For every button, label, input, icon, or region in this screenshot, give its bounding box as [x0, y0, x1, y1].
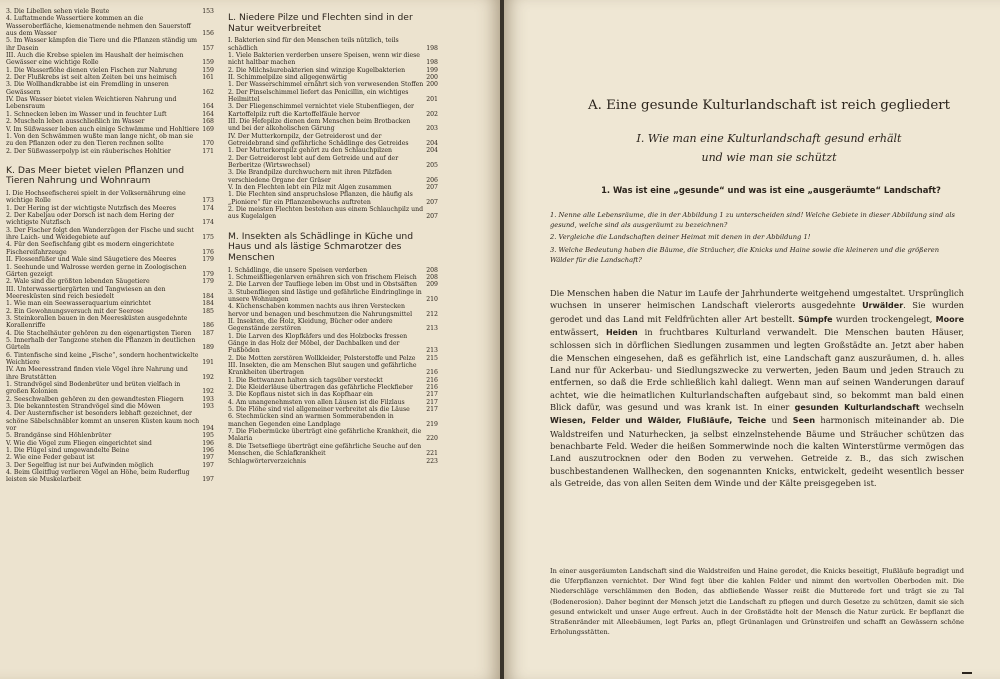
toc-entry	[6, 118, 214, 125]
toc-entry-page: 201	[426, 95, 438, 103]
toc-entry-title: 1. Viele Bakterien verderben unsere Speisen, wenn wir diese nicht haltbar machen	[228, 51, 420, 67]
chapter-title: A. Eine gesunde Kulturlandschaft ist reich gegliedert	[587, 98, 951, 113]
toc-entry-title: 5. Die Flöhe sind viel allgemeiner verbreitet als die Läuse	[228, 406, 410, 414]
task-item: 3. Welche Bedeutung haben die Bäume, die Sträucher, die Knicks und Haine sowie die kleineren und die größeren Wälder für die Landschaft?	[550, 246, 940, 264]
toc-entry-page: 207	[426, 184, 438, 192]
toc-spacer	[6, 155, 214, 161]
section-subtitle	[564, 129, 974, 167]
toc-entry-page: 175	[202, 234, 214, 242]
body-text: entwässert,	[550, 327, 606, 338]
subtitle-line-1: I. Wie man eine Kulturlandschaft gesund erhält	[636, 132, 902, 145]
toc-entry	[6, 241, 214, 256]
toc-entry-page: 179	[202, 278, 214, 286]
toc-spacer	[228, 221, 438, 227]
question-heading: 1. Was ist eine „gesunde“ und was ist eine „ausgeräumte“ Landschaft?	[601, 185, 941, 195]
toc-entry-page: 179	[202, 256, 214, 264]
toc-entry-title: IV. Das Wasser bietet vielen Weichtieren Nahrung und Lebensraum	[6, 96, 177, 111]
toc-entry-title: 2. Die Larven der Taufliege leben im Obst und in Obstsäften	[228, 281, 418, 289]
toc-entry	[6, 52, 214, 67]
toc-entry-page: 213	[426, 325, 438, 333]
toc-entry-title: 3. Der Fischer folgt den Wanderzügen der Fische und sucht ihre Laich- und Weidegebiete auf	[6, 226, 194, 242]
toc-entry-title: 2. Der Pinselschimmel liefert das Penicillin, ein wichtiges Heilmittel	[228, 88, 409, 103]
toc-entry-title: 4. Küchenschaben kommen nachts aus ihren Verstecken hervor und benagen und beschmutzen die Nahrungsmittel	[228, 303, 413, 318]
toc-entry-page: 162	[202, 88, 214, 96]
toc-entry-page: 174	[202, 219, 214, 227]
toc-entry-page: 192	[202, 373, 214, 381]
toc-entry	[228, 191, 438, 206]
toc-entry	[6, 278, 214, 285]
toc-entry	[6, 148, 214, 155]
bold-term: Heiden	[605, 328, 638, 338]
toc-entry	[6, 352, 214, 367]
toc-entry-page: 157	[202, 44, 214, 52]
toc-entry	[6, 74, 214, 81]
toc-entry-title: 4. Der Austernfischer ist besonders lebhaft gezeichnet, der schöne Säbelschnäbler kommt an unseren Küsten kaum noch vor	[6, 410, 200, 433]
toc-entry-title: 1. Die Bettwanzen halten sich tagsüber versteckt	[228, 376, 383, 384]
toc-entry-title: I. Schädlinge, die unsere Speisen verderben	[228, 266, 368, 274]
toc-entry	[228, 274, 438, 281]
toc-entry-page: 193	[202, 403, 214, 411]
toc-entry-page: 196	[202, 447, 214, 455]
toc-entry	[6, 81, 214, 96]
toc-entry-page: 196	[202, 439, 214, 447]
toc-entry	[228, 281, 438, 288]
toc-entry-page: 217	[426, 398, 438, 406]
toc-entry-page: 197	[202, 454, 214, 462]
toc-entry-title: II. Insekten, die Holz, Kleidung, Bücher oder andere Gegenstände zerstören	[228, 317, 393, 333]
toc-entry-page: 164	[202, 103, 214, 111]
toc-entry-page: 208	[426, 266, 438, 274]
toc-entry-page: 217	[426, 391, 438, 399]
toc-entry-title: 2. Wie eine Feder gebaut ist	[6, 454, 95, 462]
toc-entry	[228, 399, 438, 406]
toc-entry	[228, 67, 438, 74]
toc-entry-title: 2. Ein Gewohnungsversuch mit der Seerose	[6, 307, 144, 315]
toc-entry-page: 189	[202, 344, 214, 352]
toc-entry	[6, 308, 214, 315]
body-text: Die Menschen haben die Natur im Laufe der Jahrhunderte weitgehend umgestaltet. Ursprünglich wuchsen in unserer heimischen Landschaft vielerorts ausgedehnte	[550, 288, 964, 311]
toc-entry-title: 1. Von den Schwämmen wußte man lange nicht, ob man sie zu den Pflanzen oder zu den Tieren rechnen sollte	[6, 132, 194, 148]
toc-entry-title: 3. Die Wollhandkrabbe ist ein Fremdling in unseren Gewässern	[6, 81, 169, 96]
toc-entry-title: 2. Die Milchsäurebakterien sind winzige Kugelbakterien	[228, 66, 406, 74]
toc-entry-title: 1. Die Flügel sind umgewandelte Beine	[6, 447, 130, 455]
toc-entry-page: 185	[202, 307, 214, 315]
toc-entry	[6, 190, 214, 205]
toc-entry-page: 197	[202, 476, 214, 484]
toc-entry-page: 198	[426, 44, 438, 52]
toc-entry-title: III. Insekten, die am Menschen Blut saugen und gefährliche Krankheiten übertragen	[228, 362, 417, 377]
toc-entry	[228, 37, 438, 52]
toc-entry	[228, 384, 438, 391]
toc-entry-page: 215	[426, 354, 438, 362]
toc-entry	[228, 413, 438, 428]
toc-entry	[6, 432, 214, 439]
toc-entry-page: 198	[426, 59, 438, 67]
toc-entry	[228, 458, 438, 465]
main-paragraph	[550, 287, 964, 490]
toc-entry-page: 194	[202, 425, 214, 433]
toc-entry-page: 192	[202, 388, 214, 396]
toc-entry	[6, 469, 214, 484]
toc-entry	[6, 96, 214, 111]
body-text: . Sie wurden gerodet und das Land mit Feldfrüchten aller Art bestellt.	[550, 300, 965, 324]
toc-entry-page: 206	[426, 176, 438, 184]
toc-entry	[6, 366, 214, 381]
toc-entry	[228, 377, 438, 384]
toc-entry-title: 1. Der Mutterkornpilz gehört zu den Schlauchpilzen	[228, 147, 393, 155]
task-list	[550, 211, 964, 269]
toc-entry-page: 153	[202, 8, 214, 15]
toc-section-heading: M. Insekten als Schädlinge in Küche und Haus und als lästige Schmarotzer des Menschen	[228, 230, 414, 263]
toc-entry-page: 216	[426, 369, 438, 377]
toc-entry-page: 170	[202, 140, 214, 148]
toc-entry	[6, 396, 214, 403]
toc-entry-page: 193	[202, 395, 214, 403]
toc-entry-title: 7. Die Fiebermücke überträgt eine gefährliche Krankheit, die Malaria	[228, 428, 422, 443]
toc-entry-page: 205	[426, 162, 438, 170]
toc-entry	[6, 227, 214, 242]
toc-entry-page: 179	[202, 270, 214, 278]
toc-entry-page: 203	[426, 125, 438, 133]
toc-entry	[228, 391, 438, 398]
toc-entry-title: 6. Tintenfische sind keine „Fische“, sondern hochentwickelte Weichtiere	[6, 351, 199, 366]
body-text: und	[766, 415, 793, 426]
toc-entry	[6, 447, 214, 454]
bold-term: Sümpfe	[798, 314, 833, 324]
toc-entry-title: 1. Wie man ein Seewasseraquarium einrichtet	[6, 300, 152, 308]
toc-entry-title: 2. Der Flußkrebs ist seit alten Zeiten bei uns heimisch	[6, 74, 177, 82]
toc-entry-title: 1. Die Wasserflöhe dienen vielen Fischen zur Nahrung	[6, 66, 177, 74]
toc-entry-title: 1. Die Flechten sind anspruchslose Pflanzen, die häufig als „Pioniere“ für ein Pflanzenbewuchs auftreten	[228, 191, 413, 206]
toc-entry	[228, 206, 438, 221]
toc-entry-page: 207	[426, 198, 438, 206]
toc-entry	[6, 286, 214, 301]
toc-entry-page: 220	[426, 435, 438, 443]
toc-entry-title: 4. Für den Seefischfang gibt es modern eingerichtete Fischereifahrzeuge	[6, 241, 175, 256]
toc-entry-page: 186	[202, 322, 214, 330]
bold-term: gesunden Kulturlandschaft	[794, 403, 920, 413]
toc-entry-page: 200	[426, 81, 438, 89]
toc-entry-title: II. Schimmelpilze sind allgegenwärtig	[228, 73, 347, 81]
toc-entry-title: 4. Die Stachelhäuter gehören zu den eigenartigsten Tieren	[6, 329, 192, 337]
toc-entry	[228, 81, 438, 88]
toc-entry-title: 1. Der Wasserschimmel ernährt sich von verwesenden Stoffen	[228, 81, 424, 89]
toc-entry-title: 3. Der Fliegenschimmel vernichtet viele Stubenfliegen, der Kartoffelpilz ruft die Kartoffelfäule hervor	[228, 103, 414, 118]
toc-entry-title: 2. Der Getreiderost lebt auf dem Getreide und auf der Berberitze (Wirtswechsel)	[228, 154, 399, 170]
toc-entry-title: 4. Beim Gleitflug verlieren Vögel an Höhe, beim Ruderflug leisten sie Muskelarbeit	[6, 469, 190, 484]
toc-entry-page: 209	[426, 281, 438, 289]
toc-entry	[228, 133, 438, 148]
toc-entry	[6, 462, 214, 469]
toc-entry-page: 208	[426, 273, 438, 281]
toc-entry	[6, 381, 214, 396]
toc-entry-title: 2. Die Kleiderläuse übertragen das gefährliche Fleckfieber	[228, 384, 413, 392]
toc-entry-page: 210	[426, 295, 438, 303]
toc-entry	[6, 264, 214, 279]
toc-entry	[228, 169, 438, 184]
toc-entry-title: 1. Seehunde und Walrosse werden gerne in Zoologischen Gärten gezeigt	[6, 263, 187, 278]
toc-column-1	[6, 8, 214, 484]
toc-entry	[6, 315, 214, 330]
toc-entry	[228, 355, 438, 362]
toc-entry-page: 159	[202, 59, 214, 67]
toc-entry	[6, 212, 214, 227]
toc-entry-page: 168	[202, 118, 214, 126]
toc-entry-page: 171	[202, 147, 214, 155]
toc-entry-page: 164	[202, 110, 214, 118]
bold-term: Seen	[792, 416, 816, 426]
toc-entry	[228, 289, 438, 304]
task-item: 2. Vergleiche die Landschaften deiner Heimat mit denen in der Abbildung 1!	[550, 233, 811, 242]
toc-entry-title: 8. Die Tsetsefliege überträgt eine gefährliche Seuche auf den Menschen, die Schlafkrankheit	[228, 442, 422, 458]
toc-section-heading: L. Niedere Pilze und Flechten sind in der Natur weitverbreitet	[228, 12, 413, 34]
toc-entry-page: 202	[426, 110, 438, 118]
body-text: wechseln	[919, 402, 964, 413]
toc-entry	[6, 205, 214, 212]
toc-entry-title: 2. Der Kabeljau oder Dorsch ist nach dem Hering der wichtigste Nutzfisch	[6, 212, 175, 227]
toc-entry	[6, 330, 214, 337]
toc-entry	[6, 440, 214, 447]
subtitle-line-2: und wie man sie schützt	[701, 151, 837, 164]
toc-entry	[6, 126, 214, 133]
toc-entry-page: 223	[426, 457, 438, 465]
toc-entry	[228, 318, 438, 333]
toc-entry	[228, 333, 438, 355]
toc-entry-title: 1. Die Larven des Klopfkäfers und des Holzbocks fressen Gänge in das Holz der Möbel, der Dachbalken und der Fußböden	[228, 332, 408, 355]
toc-entry-page: 187	[202, 329, 214, 337]
toc-entry-page: 156	[202, 30, 214, 38]
toc-entry	[228, 267, 438, 274]
toc-entry-page: 213	[426, 347, 438, 355]
toc-entry	[6, 67, 214, 74]
toc-entry	[228, 406, 438, 413]
toc-entry-page: 207	[426, 213, 438, 221]
toc-entry	[6, 111, 214, 118]
bold-term: Moore	[935, 314, 964, 324]
toc-entry-title: 1. Schnecken leben im Wasser und in feuchter Luft	[6, 110, 167, 118]
toc-entry	[6, 8, 214, 15]
toc-entry-title: 1. Strandvögel sind Bodenbrüter und brüten vielfach in großen Kolonien	[6, 381, 181, 396]
toc-entry-page: 191	[202, 358, 214, 366]
toc-entry	[6, 15, 214, 37]
toc-entry-title: 1. Schmeißfliegenlarven ernähren sich von frischem Fleisch	[228, 273, 417, 281]
toc-entry-title: 3. Die Kopflaus nistet sich in das Kopfhaar ein	[228, 391, 373, 399]
bold-term: Urwälder	[862, 301, 904, 311]
toc-entry-title: III. Unterwassertiergärten und Tangwiesen an den Meeresküsten sind reich besiedelt	[6, 285, 166, 300]
body-text: harmonisch miteinander ab. Die Waldstreifen und Naturhecken, ja selbst einzelnstehende Bäume und Sträucher schützen das benachbarte Feld. Weder die heißen Sommerwinde noch die kalten Winterstürme vermögen das Land auszutrocknen oder den Boden zu verwehen. Getreide z. B., das sich zwischen buschbestandenen Wallhecken, den sogenannten Knicks, entwickelt, gedeiht wesentlich besser als Getreide, das von allen Seiten dem Winde und der Kälte preisgegeben ist.	[550, 415, 964, 489]
toc-entry-title: 3. Stubenfliegen sind lästige und gefährliche Eindringlinge in unsere Wohnungen	[228, 288, 422, 303]
toc-entry	[228, 103, 438, 118]
toc-entry	[6, 403, 214, 410]
toc-entry-title: 1. Der Hering ist der wichtigste Nutzfisch des Meeres	[6, 204, 177, 212]
toc-entry	[6, 300, 214, 307]
body-text: wurden trockengelegt,	[832, 313, 936, 324]
toc-entry-page: 174	[202, 204, 214, 212]
toc-entry-title: 2. Die Motten zerstören Wollkleider, Polsterstoffe und Pelze	[228, 354, 416, 362]
toc-entry-title: IV. Am Meeresstrand finden viele Vögel ihre Nahrung und ihre Brutstätten	[6, 366, 188, 381]
toc-entry-title: 5. Innerhalb der Tangzone stehen die Pflanzen in deutlichen Gürteln	[6, 336, 196, 352]
toc-entry-page: 200	[426, 73, 438, 81]
toc-entry	[6, 410, 214, 432]
right-page	[504, 0, 1000, 679]
toc-entry-title: 2. Der Süßwasserpolyp ist ein räuberisches Hohltier	[6, 147, 171, 155]
toc-entry	[6, 256, 214, 263]
toc-entry-title: 6. Stechmücken sind an warmen Sommerabenden in manchen Gegenden eine Landplage	[228, 413, 394, 428]
toc-section-heading: K. Das Meer bietet vielen Pflanzen und Tieren Nahrung und Wohnraum	[6, 164, 185, 187]
toc-entry-title: 2. Muscheln leben ausschließlich im Wasser	[6, 118, 145, 126]
toc-entry-page: 199	[426, 66, 438, 74]
toc-entry-title: 5. Brandgänse sind Höhlenbrüter	[6, 432, 112, 440]
toc-entry	[228, 89, 438, 104]
toc-entry-title: V. Im Süßwasser leben auch einige Schwämme und Hohltiere	[6, 125, 200, 133]
toc-entry-title: V. In den Flechten lebt ein Pilz mit Algen zusammen	[228, 184, 392, 192]
toc-entry	[228, 303, 438, 318]
toc-entry-page: 204	[426, 147, 438, 155]
toc-entry-title: I. Die Hochseefischerei spielt in der Volksernährung eine wichtige Rolle	[6, 190, 186, 205]
toc-entry-title: 3. Steinkorallen bauen in den Meeresküsten ausgedehnte Korallenriffe	[6, 314, 188, 330]
toc-entry	[228, 428, 438, 443]
toc-entry-page: 184	[202, 300, 214, 308]
toc-entry-page: 173	[202, 197, 214, 205]
toc-entry-title: 3. Die Brandpilze durchwuchern mit ihren Pilzfäden verschiedene Organe der Gräser	[228, 169, 392, 184]
task-item: 1. Nenne alle Lebensräume, die in der Abbildung 1 zu unterscheiden sind! Welche Gebiete in dieser Abbildung sind als gesund, welche sind als ausgeräumt zu bezeichnen?	[550, 211, 955, 229]
toc-entry-page: 217	[426, 406, 438, 414]
toc-entry-page: 161	[202, 74, 214, 82]
toc-entry	[6, 454, 214, 461]
toc-entry-title: 4. Am unangenehmsten von allen Läusen ist die Filzlaus	[228, 398, 405, 406]
toc-entry	[228, 443, 438, 458]
toc-entry-page: 176	[202, 248, 214, 256]
toc-entry-title: 3. Die bekanntesten Strandvögel sind die Möwen	[6, 403, 161, 411]
toc-entry	[228, 74, 438, 81]
toc-entry-title: IV. Der Mutterkornpilz, der Getreiderost und der Getreidebrand sind gefährliche Schädlinge des Getreides	[228, 132, 409, 147]
toc-entry-page: 216	[426, 376, 438, 384]
bold-term: Wiesen, Felder und Wälder, Flußläufe, Teiche	[550, 416, 767, 426]
toc-entry-title: Schlagwörterverzeichnis	[228, 457, 307, 465]
toc-entry-title: III. Die Hefepilze dienen dem Menschen beim Brotbacken und bei der alkoholischen Gärung	[228, 117, 411, 133]
toc-entry-page: 169	[202, 125, 214, 133]
toc-entry	[228, 362, 438, 377]
toc-entry-title: 3. Die Libellen sehen viele Beute	[6, 8, 110, 15]
page-mark	[962, 672, 972, 674]
toc-entry-title: 2. Wale sind die größten lebenden Säugetiere	[6, 278, 150, 286]
toc-entry	[228, 118, 438, 133]
toc-column-2	[228, 8, 438, 465]
toc-entry	[228, 155, 438, 170]
small-paragraph: In einer ausgeräumten Landschaft sind die Waldstreifen und Haine gerodet, die Knicks beseitigt, Flußläufe begradigt und die Uferpflanzen vernichtet. Der Wind fegt über die kahlen Felder und nimmt den wertvollen Oberboden mit. Die Niederschläge verschlämmen den Boden, das abfließende Wasser reißt die Mutterede fort und trägt sie zu Tal (Bodenerosion). Daher beginnt der Mensch jetzt die Landschaft zu pflegen und durch Gesetze zu schützen, damit sie sich gesund entwickelt und unser Auge erfreut. Auch in der Großstädte holt der Mensch die Natur zurück. Er bepflanzt die Straßenränder mit Alleebäumen, legt Parks an, pflegt Grünanlagen und Grünstreifen und schafft an Gewässern schöne Erholungsstätten.	[550, 567, 964, 637]
toc-entry	[6, 37, 214, 52]
toc-entry-page: 197	[202, 461, 214, 469]
toc-entry-title: V. Wie die Vögel zum Fliegen eingerichtet sind	[6, 439, 152, 447]
toc-entry-title: III. Auch die Krebse spielen im Haushalt der heimischen Gewässer eine wichtige Rolle	[6, 52, 184, 67]
toc-entry-title: 2. Seeschwalben gehören zu den gewandtesten Fliegern	[6, 395, 184, 403]
toc-entry-title: 4. Luftatmende Wassertiere kommen an die Wasseroberfläche, kiemenatmende nehmen den Sauerstoff aus dem Wasser	[6, 15, 191, 38]
toc-entry-title: II. Flossenfüßer und Wale sind Säugetiere des Meeres	[6, 256, 177, 264]
toc-entry-page: 212	[426, 310, 438, 318]
toc-entry	[228, 184, 438, 191]
body-text: in fruchtbares Kulturland verwandelt. Die Menschen bauten Häuser, schlossen sich in dörflichen Siedlungen zusammen und legten Großstädte an. Jetzt aber haben die Menschen eingesehen, daß es gefährlich ist, eine Landschaft ganz auszuräumen, d. h. alles Land nur für Ackerbau- und Siedlungszwecke zu verwerten, jeden Baum und jeden Strauch zu entfernen, so daß die Erde schließlich kahl daliegt. Wenn man auf seinen Wanderungen darauf achtet, wie die heimatlichen Kulturlandschaften aufgebaut sind, so bekommt man bald einen Blick dafür, was gesund und was krank ist. In einer	[550, 327, 964, 413]
toc-entry-title: 5. Im Wasser kämpfen die Tiere und die Pflanzen ständig um ihr Dasein	[6, 37, 198, 52]
toc-entry	[6, 337, 214, 352]
toc-entry	[228, 52, 438, 67]
toc-entry-page: 221	[426, 450, 438, 458]
toc-entry-title: I. Bakterien sind für den Menschen teils nützlich, teils schädlich	[228, 37, 399, 52]
toc-entry-page: 219	[426, 420, 438, 428]
toc-entry	[228, 147, 438, 154]
toc-entry-page: 184	[202, 292, 214, 300]
toc-entry-page: 159	[202, 66, 214, 74]
toc-entry-page: 204	[426, 140, 438, 147]
toc-entry-page: 195	[202, 432, 214, 440]
toc-entry-page: 216	[426, 384, 438, 392]
toc-entry-title: 2. Die meisten Flechten bestehen aus einem Schlauchpilz und aus Kugelalgen	[228, 206, 424, 221]
toc-entry-title: 3. Der Segelflug ist nur bei Aufwinden möglich	[6, 461, 154, 469]
toc-entry	[6, 133, 214, 148]
